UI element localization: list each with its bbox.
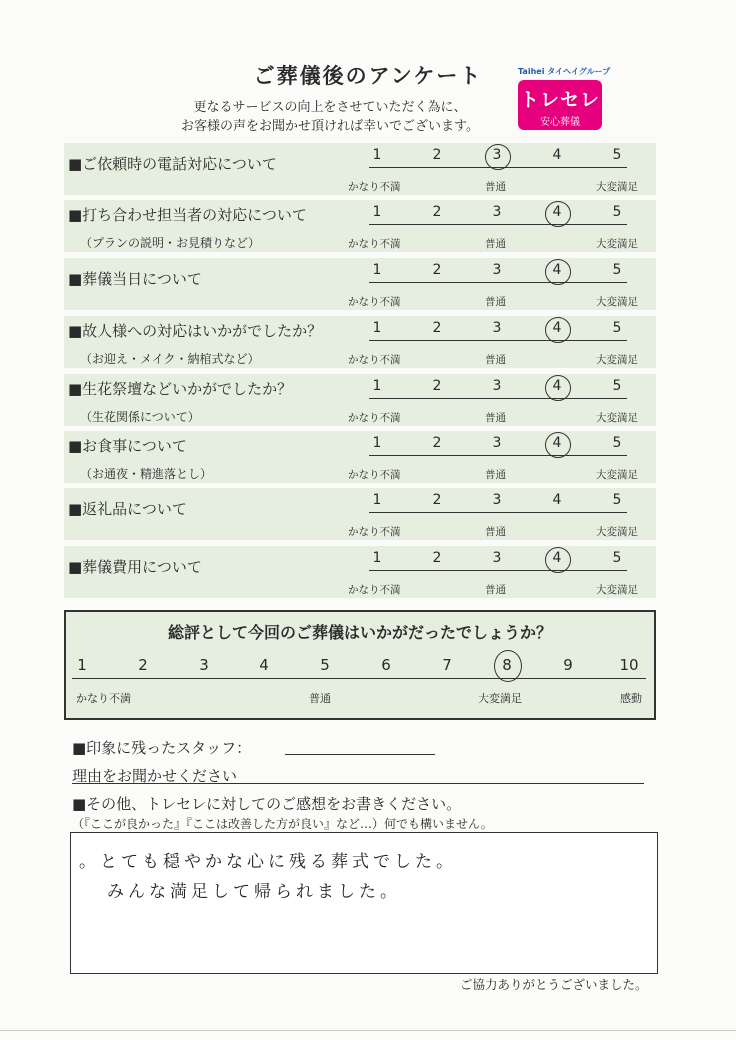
selected-rating-circle	[485, 144, 511, 170]
overall-anchor-low: かなり不満	[76, 692, 131, 705]
rating-option-5[interactable]: 5	[612, 262, 622, 278]
rating-scale-line	[369, 570, 627, 571]
question-label: ■葬儀費用について	[68, 558, 202, 576]
rating-scale-line	[369, 512, 627, 513]
overall-option-9[interactable]: 9	[563, 656, 573, 674]
rating-option-1[interactable]: 1	[372, 435, 382, 451]
scale-mid-label: 普通	[485, 238, 506, 250]
question-row	[64, 316, 656, 368]
logo-sub: 安心葬儀	[540, 117, 580, 128]
question-sublabel: （お通夜・精進落とし）	[80, 467, 213, 481]
question-label: ■お食事について	[68, 437, 187, 455]
rating-option-4[interactable]: 4	[552, 147, 562, 163]
overall-rating-box	[64, 610, 656, 720]
page-edge	[0, 1030, 736, 1031]
rating-option-2[interactable]: 2	[432, 147, 442, 163]
scale-low-label: かなり不満	[348, 354, 401, 366]
scale-high-label: 大変満足	[596, 181, 638, 193]
rating-option-3[interactable]: 3	[492, 320, 502, 336]
scale-mid-label: 普通	[485, 296, 506, 308]
rating-option-3[interactable]: 3	[492, 378, 502, 394]
scale-high-label: 大変満足	[596, 238, 638, 250]
scale-low-label: かなり不満	[348, 296, 401, 308]
rating-option-1[interactable]: 1	[372, 147, 382, 163]
intro-line-2: お客様の声をお聞かせ頂ければ幸いでございます。	[181, 119, 479, 134]
question-sublabel: （生花関係について）	[80, 410, 200, 424]
logo-name: トレセレ	[519, 89, 600, 111]
intro-line-1: 更なるサービスの向上をさせていただく為に、	[193, 100, 467, 115]
scale-low-label: かなり不満	[348, 469, 401, 481]
selected-rating-circle	[545, 375, 571, 401]
rating-scale-line	[369, 282, 627, 283]
scale-mid-label: 普通	[485, 584, 506, 596]
scale-high-label: 大変満足	[596, 584, 638, 596]
rating-option-4[interactable]: 4	[552, 435, 562, 451]
rating-option-5[interactable]: 5	[612, 435, 622, 451]
rating-option-5[interactable]: 5	[612, 492, 622, 508]
scale-high-label: 大変満足	[596, 296, 638, 308]
scale-mid-label: 普通	[485, 181, 506, 193]
question-row	[64, 258, 656, 310]
rating-scale-line	[369, 224, 627, 225]
overall-option-1[interactable]: 1	[77, 656, 87, 674]
scale-mid-label: 普通	[485, 412, 506, 424]
overall-question: 総評として今回のご葬儀はいかがだったでしょうか？	[167, 623, 552, 642]
staff-underline	[285, 754, 435, 755]
scale-high-label: 大変満足	[596, 412, 638, 424]
rating-option-1[interactable]: 1	[372, 320, 382, 336]
rating-option-3[interactable]: 3	[492, 147, 502, 163]
question-row	[64, 488, 656, 540]
reason-underline	[72, 783, 644, 784]
rating-option-5[interactable]: 5	[612, 147, 622, 163]
tresele-logo	[518, 80, 602, 130]
question-label: ■ご依頼時の電話対応について	[68, 155, 277, 173]
rating-option-4[interactable]: 4	[552, 378, 562, 394]
rating-option-3[interactable]: 3	[492, 435, 502, 451]
overall-selected-circle	[494, 650, 522, 682]
rating-option-2[interactable]: 2	[432, 204, 442, 220]
rating-option-4[interactable]: 4	[552, 320, 562, 336]
rating-option-3[interactable]: 3	[492, 492, 502, 508]
question-label: ■生花祭壇などいかがでしたか？	[68, 380, 293, 398]
overall-option-10[interactable]: 10	[619, 656, 639, 674]
rating-option-1[interactable]: 1	[372, 492, 382, 508]
question-sublabel: （プランの説明・お見積りなど）	[80, 236, 261, 250]
rating-option-2[interactable]: 2	[432, 435, 442, 451]
reason-label: 理由をお聞かせください	[72, 767, 238, 785]
rating-option-1[interactable]: 1	[372, 204, 382, 220]
comments-note: （『ここが良かった』『ここは改善した方が良い』など…）何でも構いません。	[72, 817, 493, 831]
question-label: ■葬儀当日について	[68, 270, 202, 288]
overall-anchor-high: 大変満足	[478, 692, 522, 705]
rating-option-3[interactable]: 3	[492, 550, 502, 566]
overall-anchor-mid: 普通	[309, 692, 331, 705]
scale-low-label: かなり不満	[348, 238, 401, 250]
survey-title: ご葬儀後のアンケート	[253, 64, 483, 88]
scale-mid-label: 普通	[485, 469, 506, 481]
selected-rating-circle	[545, 432, 571, 458]
handwritten-comment-1: 。とても穏やかな心に残る葬式でした。	[79, 852, 457, 872]
rating-option-5[interactable]: 5	[612, 378, 622, 394]
scale-low-label: かなり不満	[348, 181, 401, 193]
rating-option-2[interactable]: 2	[432, 492, 442, 508]
rating-scale-line	[369, 398, 627, 399]
rating-scale-line	[369, 455, 627, 456]
rating-option-4[interactable]: 4	[552, 204, 562, 220]
rating-option-5[interactable]: 5	[612, 204, 622, 220]
overall-option-5[interactable]: 5	[320, 656, 330, 674]
comments-heading: ■その他、トレセレに対してのご感想をお書きください。	[72, 795, 462, 813]
comments-box[interactable]	[70, 832, 658, 974]
rating-option-5[interactable]: 5	[612, 550, 622, 566]
question-row	[64, 143, 656, 195]
scale-high-label: 大変満足	[596, 469, 638, 481]
question-sublabel: （お迎え・メイク・納棺式など）	[80, 352, 260, 366]
scale-low-label: かなり不満	[348, 412, 401, 424]
rating-option-2[interactable]: 2	[432, 320, 442, 336]
overall-option-8[interactable]: 8	[502, 656, 512, 674]
selected-rating-circle	[545, 259, 571, 285]
scale-low-label: かなり不満	[348, 584, 401, 596]
rating-option-2[interactable]: 2	[432, 378, 442, 394]
overall-option-7[interactable]: 7	[442, 656, 452, 674]
overall-option-2[interactable]: 2	[138, 656, 148, 674]
question-label: ■返礼品について	[68, 500, 187, 518]
rating-option-4[interactable]: 4	[552, 550, 562, 566]
question-label: ■打ち合わせ担当者の対応について	[68, 206, 307, 224]
rating-option-5[interactable]: 5	[612, 320, 622, 336]
rating-option-4[interactable]: 4	[552, 492, 562, 508]
scale-mid-label: 普通	[485, 526, 506, 538]
overall-option-4[interactable]: 4	[259, 656, 269, 674]
question-row	[64, 546, 656, 598]
question-row	[64, 374, 656, 426]
rating-option-2[interactable]: 2	[432, 262, 442, 278]
staff-label: ■印象に残ったスタッフ：	[72, 739, 252, 757]
rating-option-3[interactable]: 3	[492, 204, 502, 220]
question-row	[64, 200, 656, 252]
rating-option-3[interactable]: 3	[492, 262, 502, 278]
overall-anchor-max: 感動	[620, 692, 642, 705]
question-label: ■故人様への対応はいかがでしたか？	[68, 322, 323, 340]
overall-scale-line	[72, 678, 646, 679]
scale-high-label: 大変満足	[596, 526, 638, 538]
overall-option-3[interactable]: 3	[199, 656, 209, 674]
scale-low-label: かなり不満	[348, 526, 401, 538]
overall-option-6[interactable]: 6	[381, 656, 391, 674]
scale-mid-label: 普通	[485, 354, 506, 366]
rating-scale-line	[369, 340, 627, 341]
rating-option-1[interactable]: 1	[372, 378, 382, 394]
rating-option-1[interactable]: 1	[372, 550, 382, 566]
selected-rating-circle	[545, 201, 571, 227]
selected-rating-circle	[545, 317, 571, 343]
rating-option-4[interactable]: 4	[552, 262, 562, 278]
rating-option-1[interactable]: 1	[372, 262, 382, 278]
selected-rating-circle	[545, 547, 571, 573]
handwritten-comment-2: みんな満足して帰られました。	[107, 882, 401, 902]
scale-high-label: 大変満足	[596, 354, 638, 366]
thanks-message: ご協力ありがとうございました。	[460, 977, 648, 992]
brand-logo-text: Taihei タイヘイグループ	[518, 67, 611, 76]
rating-option-2[interactable]: 2	[432, 550, 442, 566]
question-row	[64, 431, 656, 483]
